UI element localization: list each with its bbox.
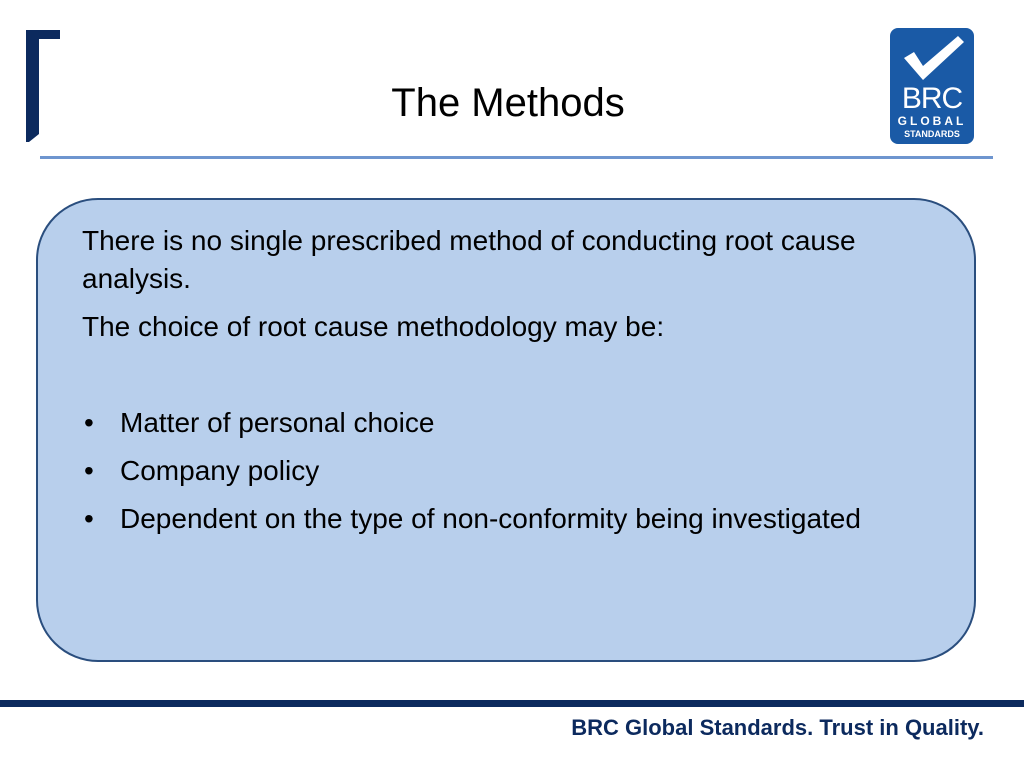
spacer [82, 356, 962, 394]
brc-logo [890, 28, 974, 144]
title-divider [40, 156, 993, 159]
logo-brc-text: BRC [901, 82, 963, 115]
bullet-icon: • [84, 407, 94, 438]
list-item-text: Company policy [120, 455, 320, 486]
list-item [82, 404, 962, 442]
paragraph-intro: There is no single prescribed method of conducting root cause analysis. [82, 225, 856, 294]
bullet-icon: • [84, 503, 94, 534]
content-text [82, 222, 962, 548]
bullet-list [82, 404, 962, 538]
list-item [82, 500, 962, 538]
bullet-icon: • [84, 455, 94, 486]
list-item [82, 452, 962, 490]
paragraph-choice: The choice of root cause methodology may be: [82, 311, 665, 342]
footer-bar [0, 700, 1024, 707]
logo-standards-text: STANDARDS [904, 129, 960, 139]
footer-tagline: BRC Global Standards. Trust in Quality. [571, 715, 984, 740]
logo-global-text: GLOBAL [897, 114, 967, 128]
slide-title: The Methods [391, 81, 625, 125]
list-item-text: Dependent on the type of non-conformity being investigated [120, 503, 861, 534]
checkmark-icon [890, 28, 974, 88]
list-item-text: Matter of personal choice [120, 407, 435, 438]
